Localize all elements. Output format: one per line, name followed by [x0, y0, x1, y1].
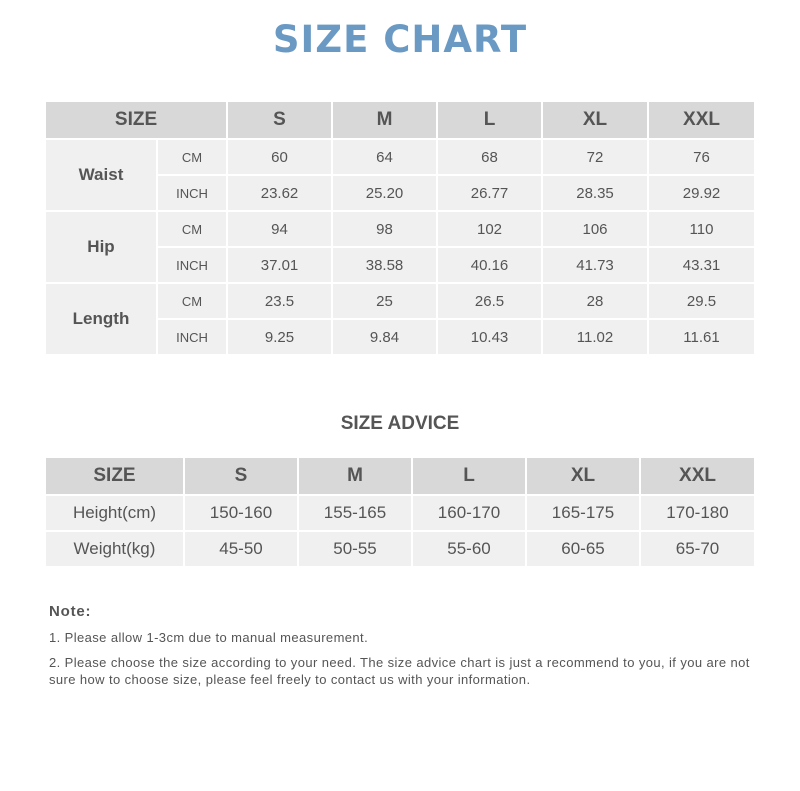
table-cell: 23.5 — [227, 283, 332, 319]
table-cell: 45-50 — [184, 531, 298, 566]
table-cell: 9.84 — [332, 319, 437, 354]
measure-label: Hip — [46, 211, 157, 283]
table-cell: 72 — [542, 139, 648, 175]
table-cell: 25 — [332, 283, 437, 319]
size-header-cell: XL — [542, 102, 648, 139]
table-cell: 68 — [437, 139, 542, 175]
size-header-cell: L — [412, 458, 526, 495]
table-cell: 26.5 — [437, 283, 542, 319]
table-cell: 28.35 — [542, 175, 648, 211]
size-header-label: SIZE — [46, 458, 184, 495]
table-cell: 65-70 — [640, 531, 754, 566]
table-cell: 106 — [542, 211, 648, 247]
table-cell: 160-170 — [412, 495, 526, 531]
size-advice-header-row — [46, 458, 754, 495]
size-header-cell: XL — [526, 458, 640, 495]
size-header-label: SIZE — [46, 102, 227, 139]
size-chart-table — [46, 102, 754, 354]
table-cell: 38.58 — [332, 247, 437, 283]
unit-label: INCH — [157, 247, 227, 283]
size-advice-table — [46, 458, 754, 566]
table-cell: 64 — [332, 139, 437, 175]
table-cell: 76 — [648, 139, 754, 175]
table-cell: 60 — [227, 139, 332, 175]
table-cell: 29.92 — [648, 175, 754, 211]
size-header-cell: XXL — [640, 458, 754, 495]
table-cell: 98 — [332, 211, 437, 247]
note-item: 2. Please choose the size according to your need. The size advice chart is just a recommend to you, if you are not sure how to choose size, please feel freely to contact us with your information. — [49, 655, 750, 687]
table-row — [46, 495, 754, 531]
table-row — [46, 211, 754, 247]
table-cell: 29.5 — [648, 283, 754, 319]
table-cell: 11.02 — [542, 319, 648, 354]
table-cell: 28 — [542, 283, 648, 319]
unit-label: CM — [157, 139, 227, 175]
table-row — [46, 531, 754, 566]
table-cell: 155-165 — [298, 495, 412, 531]
measure-label: Length — [46, 283, 157, 354]
table-cell: 41.73 — [542, 247, 648, 283]
size-header-cell: XXL — [648, 102, 754, 139]
table-cell: 43.31 — [648, 247, 754, 283]
table-cell: 25.20 — [332, 175, 437, 211]
table-row — [46, 283, 754, 319]
table-cell: 165-175 — [526, 495, 640, 531]
table-cell: 55-60 — [412, 531, 526, 566]
table-cell: 26.77 — [437, 175, 542, 211]
size-header-cell: M — [332, 102, 437, 139]
row-label: Weight(kg) — [46, 531, 184, 566]
table-cell: 60-65 — [526, 531, 640, 566]
table-cell: 40.16 — [437, 247, 542, 283]
size-header-cell: L — [437, 102, 542, 139]
size-header-cell: M — [298, 458, 412, 495]
measure-label: Waist — [46, 139, 157, 211]
size-header-cell: S — [184, 458, 298, 495]
size-chart-header-row — [46, 102, 754, 139]
table-cell: 9.25 — [227, 319, 332, 354]
notes-title: Note: — [49, 603, 92, 620]
table-cell: 37.01 — [227, 247, 332, 283]
size-header-cell: S — [227, 102, 332, 139]
table-cell: 11.61 — [648, 319, 754, 354]
table-cell: 102 — [437, 211, 542, 247]
table-row — [46, 139, 754, 175]
table-cell: 10.43 — [437, 319, 542, 354]
page-title: SIZE CHART — [272, 18, 528, 61]
note-item: 1. Please allow 1-3cm due to manual measurement. — [49, 630, 369, 645]
table-cell: 110 — [648, 211, 754, 247]
unit-label: INCH — [157, 175, 227, 211]
table-cell: 150-160 — [184, 495, 298, 531]
row-label: Height(cm) — [46, 495, 184, 531]
notes-section — [49, 603, 759, 696]
size-advice-title: SIZE ADVICE — [340, 413, 460, 434]
table-cell: 94 — [227, 211, 332, 247]
table-cell: 50-55 — [298, 531, 412, 566]
unit-label: INCH — [157, 319, 227, 354]
table-cell: 23.62 — [227, 175, 332, 211]
table-cell: 170-180 — [640, 495, 754, 531]
unit-label: CM — [157, 211, 227, 247]
unit-label: CM — [157, 283, 227, 319]
